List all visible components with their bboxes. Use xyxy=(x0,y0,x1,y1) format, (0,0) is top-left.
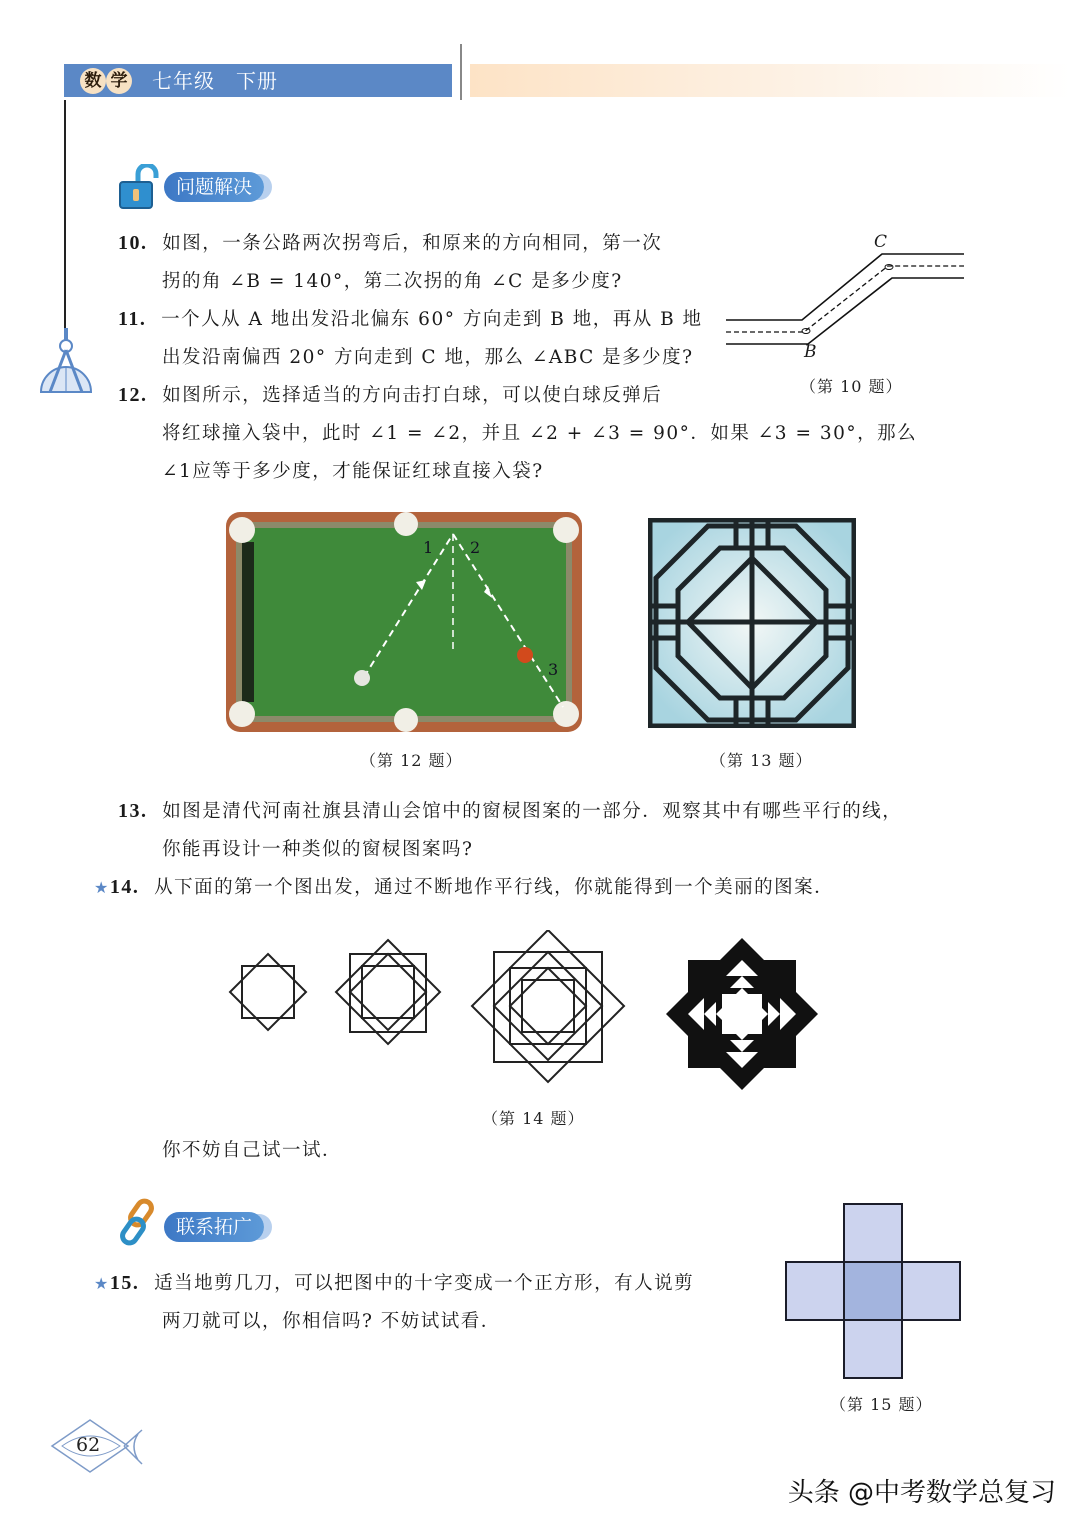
question-text: 从下面的第一个图出发，通过不断地作平行线，你就能得到一个美丽的图案． xyxy=(154,877,835,898)
question-text: 两刀就可以，你相信吗? 不妨试试看． xyxy=(162,1311,501,1332)
section-title-problem-solving: 问题解决 xyxy=(164,172,264,202)
question-text: 拐的角 ∠B = 140°，第二次拐的角 ∠C 是多少度? xyxy=(162,271,623,292)
question-text: 适当地剪几刀，可以把图中的十字变成一个正方形，有人说剪 xyxy=(154,1273,695,1294)
book-title: 七年级 下册 xyxy=(152,69,278,93)
star-icon: ★ xyxy=(94,878,110,897)
figure-14-squares-pattern xyxy=(226,930,826,1100)
figure-caption: （第 15 题） xyxy=(830,1395,933,1414)
header-bar xyxy=(64,64,452,97)
question-13 xyxy=(118,792,978,869)
question-number: 12. xyxy=(118,384,148,406)
question-text: ∠1应等于多少度，才能保证红球直接入袋? xyxy=(162,461,544,482)
question-text: 一个人从 A 地出发沿北偏东 60° 方向走到 B 地，再从 B 地 xyxy=(161,309,703,330)
question-number: 15. xyxy=(109,1272,140,1294)
figure-caption: （第 14 题） xyxy=(482,1109,585,1128)
question-12 xyxy=(118,376,978,491)
figure-13-window-lattice xyxy=(648,518,856,728)
question-14 xyxy=(94,868,974,907)
star-icon: ★ xyxy=(94,1274,110,1293)
margin-line xyxy=(64,100,66,330)
angle-label-1: 1 xyxy=(423,538,434,557)
question-text: 如图，一条公路两次拐弯后，和原来的方向相同，第一次 xyxy=(162,233,663,254)
page-number: 62 xyxy=(76,1434,101,1456)
subject-badge-xue: 学 xyxy=(106,68,132,94)
question-text: 出发沿南偏西 20° 方向走到 C 地，那么 ∠ABC 是多少度? xyxy=(162,347,694,368)
label-b: B xyxy=(804,342,817,362)
question-text: 如图所示，选择适当的方向击打白球，可以使白球反弹后 xyxy=(162,385,663,406)
angle-label-3: 3 xyxy=(548,660,559,679)
question-number: 13. xyxy=(118,800,148,822)
page-number-fish-icon xyxy=(50,1416,146,1474)
label-c: C xyxy=(874,232,888,252)
watermark: 头条 @中考数学总复习 xyxy=(787,1478,1056,1508)
figure-caption: （第 13 题） xyxy=(710,751,813,770)
question-text: 如图是清代河南社旗县清山会馆中的窗棂图案的一部分．观察其中有哪些平行的线， xyxy=(162,801,903,822)
section-title-extension: 联系拓广 xyxy=(164,1212,264,1242)
figure-caption: （第 12 题） xyxy=(360,751,463,770)
header-gradient-band xyxy=(470,64,1070,97)
question-number: 10. xyxy=(118,232,148,254)
question-14-followup: 你不妨自己试一试． xyxy=(162,1140,343,1161)
question-number: 14. xyxy=(109,876,140,898)
figure-15-cross xyxy=(784,1202,964,1382)
question-text: 你能再设计一种类似的窗棂图案吗? xyxy=(162,839,474,860)
figure-12-billiard-table xyxy=(226,512,582,732)
angle-label-2: 2 xyxy=(470,538,481,557)
question-10 xyxy=(118,224,718,301)
header-divider xyxy=(460,44,462,100)
question-15 xyxy=(94,1264,774,1341)
figure-caption: （第 10 题） xyxy=(800,377,903,396)
unlocked-padlock-icon xyxy=(116,164,162,210)
question-number: 11. xyxy=(118,308,147,330)
question-11 xyxy=(118,300,718,377)
compass-protractor-icon xyxy=(36,326,96,396)
subject-badge-shu: 数 xyxy=(80,68,106,94)
question-text: 将红球撞入袋中，此时 ∠1 = ∠2，并且 ∠2 + ∠3 = 90°．如果 ∠3 = 30°，那么 xyxy=(162,423,918,444)
chain-link-icon xyxy=(114,1198,162,1248)
